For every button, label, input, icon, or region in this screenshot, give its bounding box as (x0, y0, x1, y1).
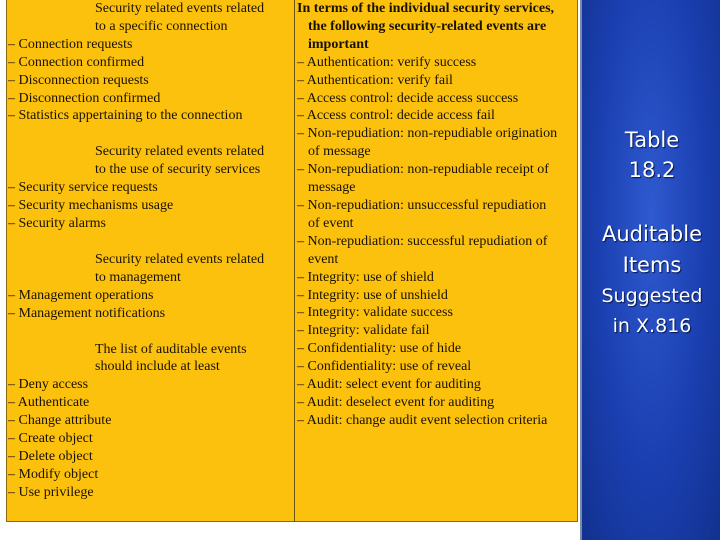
right-column (296, 0, 576, 430)
list-item: – Security service requests (8, 180, 158, 196)
subtitle-line-4: in X.816 (612, 315, 692, 337)
list-item: – Modify object (8, 466, 99, 482)
section-heading: Security related events related (95, 1, 265, 16)
subtitle-line-2: Items (622, 253, 682, 277)
list-item: – Create object (8, 431, 93, 447)
list-item: – Connection requests (8, 36, 133, 52)
section-heading: to management (95, 269, 181, 285)
left-column (7, 0, 291, 502)
list-item: – Confidentiality: use of hide (297, 341, 462, 357)
section-spacer (7, 125, 291, 143)
list-item: – Use privilege (8, 484, 94, 500)
subtitle-line-1: Auditable (601, 222, 703, 246)
section-heading: should include at least (95, 359, 220, 375)
section-heading: Security related events related (95, 251, 265, 267)
list-item: – Change attribute (8, 413, 112, 429)
list-item: – Management operations (8, 287, 154, 303)
table-number: 18.2 (628, 158, 676, 182)
list-item: of event (308, 215, 354, 231)
list-item: – Integrity: use of unshield (297, 287, 448, 303)
section-spacer (7, 323, 291, 341)
section-heading: Security related events related (95, 144, 265, 160)
list-item: – Audit: select event for auditing (297, 377, 481, 393)
section-spacer (7, 233, 291, 251)
right-heading: important (308, 36, 369, 52)
list-item: – Access control: decide access success (297, 90, 519, 106)
slide-title-panel (580, 0, 720, 540)
table-label: Table (624, 128, 680, 152)
list-item: – Delete object (8, 448, 93, 464)
list-item: – Disconnection confirmed (8, 90, 161, 106)
right-heading: In terms of the individual security services, (297, 1, 555, 16)
list-item: – Authentication: verify success (297, 54, 477, 70)
list-item: – Confidentiality: use of reveal (297, 359, 472, 375)
list-item: – Audit: deselect event for auditing (297, 394, 495, 410)
list-item: – Non-repudiation: unsuccessful repudiation (297, 197, 547, 213)
list-item: – Disconnection requests (8, 72, 149, 88)
list-item: – Security alarms (8, 215, 106, 231)
list-item: – Access control: decide access fail (297, 108, 495, 124)
column-divider (294, 0, 295, 522)
list-item: – Statistics appertaining to the connection (8, 108, 243, 124)
list-item: – Integrity: validate fail (297, 323, 430, 339)
section-heading: The list of auditable events (95, 341, 247, 357)
list-item: of message (308, 144, 371, 160)
section-heading: to a specific connection (95, 18, 228, 34)
list-item: – Non-repudiation: non-repudiable origination (297, 126, 558, 142)
list-item: – Authentication: verify fail (297, 72, 453, 88)
section-heading: to the use of security services (95, 162, 261, 178)
list-item: – Non-repudiation: successful repudiation of (297, 233, 548, 249)
list-item: – Deny access (8, 377, 89, 393)
list-item: – Authenticate (8, 395, 90, 411)
right-heading: the following security-related events are (308, 18, 547, 34)
list-item: message (308, 180, 356, 196)
list-item: – Connection confirmed (8, 54, 145, 70)
auditable-items-table (6, 0, 578, 522)
list-item: – Security mechanisms usage (8, 198, 174, 214)
list-item: – Integrity: use of shield (297, 269, 434, 285)
list-item: – Management notifications (8, 305, 166, 321)
list-item: – Integrity: validate success (297, 305, 453, 321)
list-item: – Non-repudiation: non-repudiable receipt of (297, 162, 549, 178)
list-item: event (308, 251, 339, 267)
list-item: – Audit: change audit event selection criteria (297, 412, 548, 428)
subtitle-line-3: Suggested (601, 285, 703, 307)
